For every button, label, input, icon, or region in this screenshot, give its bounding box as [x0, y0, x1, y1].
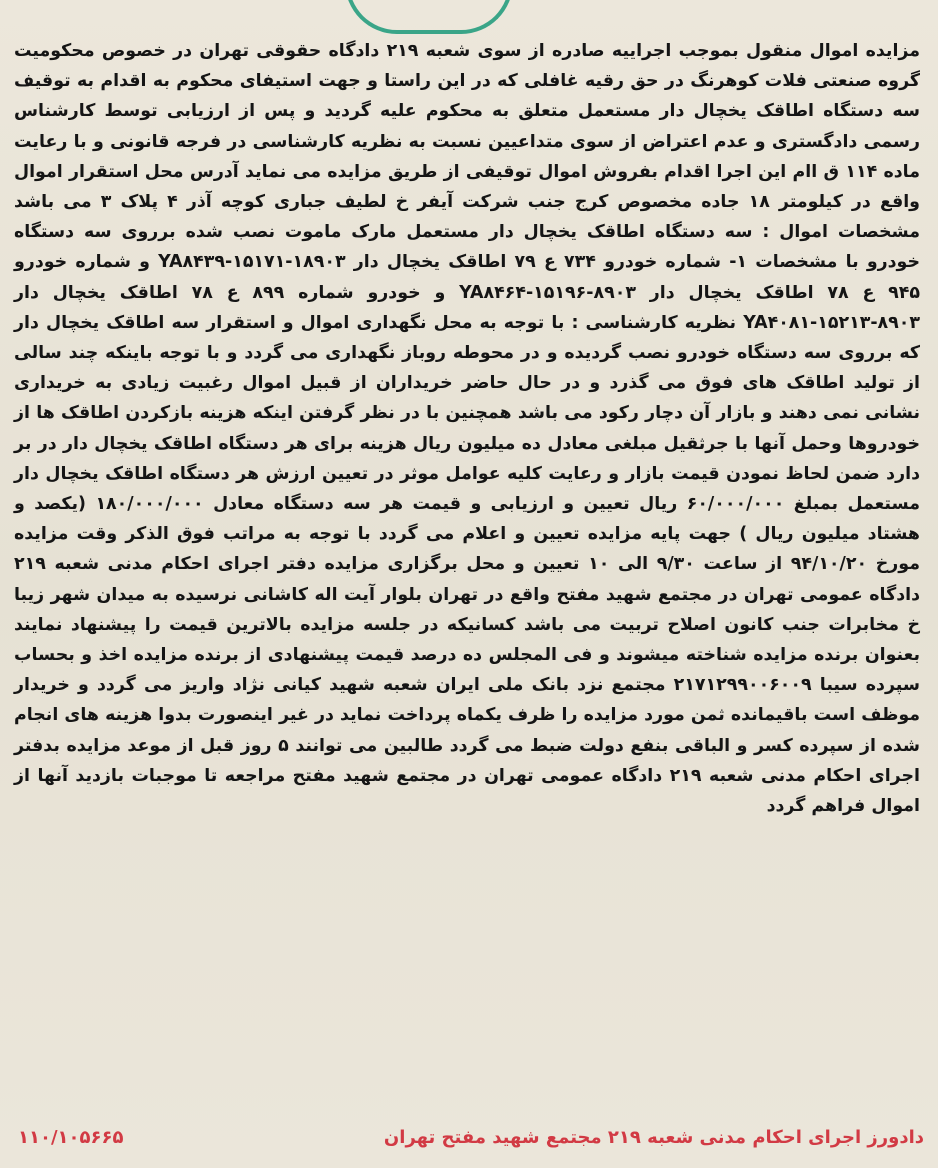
notice-footer — [18, 1123, 924, 1153]
auction-notice-body: مزایده اموال منقول بموجب اجراییه صادره از سوی شعبه ۲۱۹ دادگاه حقوقی تهران در خصوص محکومیت گروه صنعتی فلات کوهرنگ در حق رقیه غافلی که در این راستا و جهت استیفای محکوم به اقدام به توقیف سه دستگاه اطاقک یخچال دار مستعمل متعلق به محکوم علیه گردید و پس از ارزیابی توسط کارشناس رسمی دادگستری و عدم اعتراض از سوی متداعیین نسبت به نظریه کارشناسی در فرجه قانونی و با رعایت ماده ۱۱۴ ق اام این اجرا اقدام بفروش اموال توقیفی از طریق مزایده می نماید آدرس محل استقرار اموال واقع در کیلومتر ۱۸ جاده مخصوص کرج جنب شرکت آیفر خ لطیف جباری کوچه آذر ۴ پلاک ۳ می باشد مشخصات اموال : سه دستگاه اطاقک یخچال دار مستعمل مارک ماموت نصب شده برروی سه دستگاه خودرو با مشخصات ۱- شماره خودرو ۷۳۴ ع ۷۹ اطاقک یخچال دار YA۸۴۳۹-۱۵۱۷۱-۱۸۹۰۳ و شماره خودرو ۹۴۵ ع ۷۸ اطاقک یخچال دار YA۸۴۶۴-۱۵۱۹۶-۸۹۰۳ و خودرو شماره ۸۹۹ ع ۷۸ اطاقک یخچال دار YA۴۰۸۱-۱۵۲۱۳-۸۹۰۳ نظریه کارشناسی : با توجه به محل نگهداری اموال و استقرار سه اطاقک یخچال دار که برروی سه دستگاه خودرو نصب گردیده و در محوطه روباز نگهداری می گردد و با توجه باینکه چند سالی از تولید اطاقک های فوق می گذرد و در حال حاضر خریداران از قبیل اموال رغبیت زیادی به خریداری نشانی نمی دهند و بازار آن دچار رکود می باشد همچنین با در نظر گرفتن اینکه هزینه بازکردن اطاقک ها از خودروها وحمل آنها با جرثقیل مبلغی معادل ده میلیون ریال هزینه برای هر دستگاه اطاقک یخچال دار در بر دارد ضمن لحاظ نمودن قیمت بازار و رعایت کلیه عوامل موثر در تعیین ارزش هر دستگاه اطاقک یخچال دار مستعمل بمبلغ ۶۰/۰۰۰/۰۰۰ ریال تعیین و ارزیابی و قیمت هر سه دستگاه معادل ۱۸۰/۰۰۰/۰۰۰ (یکصد و هشتاد میلیون ریال ) جهت پایه مزایده تعیین و اعلام می گردد با توجه به مراتب فوق الذکر وقت مزایده مورخ ۹۴/۱۰/۲۰ از ساعت ۹/۳۰ الی ۱۰ تعیین و محل برگزاری مزایده دفتر اجرای احکام مدنی شعبه ۲۱۹ دادگاه عمومی تهران در مجتمع شهید مفتح واقع در تهران بلوار آیت اله کاشانی نرسیده به میدان شهر زیبا خ مخابرات جنب کانون اصلاح تربیت می باشد کسانیکه در جلسه مزایده بالاترین قیمت را پیشنهاد نمایند بعنوان برنده مزایده شناخته میشوند و فی المجلس ده درصد قیمت پیشنهادی از برنده مزایده اخذ و بحساب سپرده سیبا ۲۱۷۱۲۹۹۰۰۶۰۰۹ مجتمع نزد بانک ملی ایران شعبه شهید کیانی نژاد واریز می گردد و خریدار موظف است باقیمانده ثمن مورد مزایده را ظرف یکماه پرداخت نماید در غیر اینصورت بدوا هزینه های انجام شده از سپرده کسر و الباقی بنفع دولت ضبط می گردد طالبین می توانند ۵ روز قبل از موعد مزایده بدفتر اجرای احکام مدنی شعبه ۲۱۹ دادگاه عمومی تهران در مجتمع شهید مفتح مراجعه تا موجبات بازدید آنها از اموال فراهم گردد — [14, 41, 921, 817]
footer-signature: دادورز اجرای احکام مدنی شعبه ۲۱۹ مجتمع شهید مفتح تهران — [383, 1127, 924, 1148]
footer-reference-number: ۱۱۰/۱۰۵۶۶۵ — [18, 1127, 124, 1148]
stamp-mark — [345, 0, 513, 34]
